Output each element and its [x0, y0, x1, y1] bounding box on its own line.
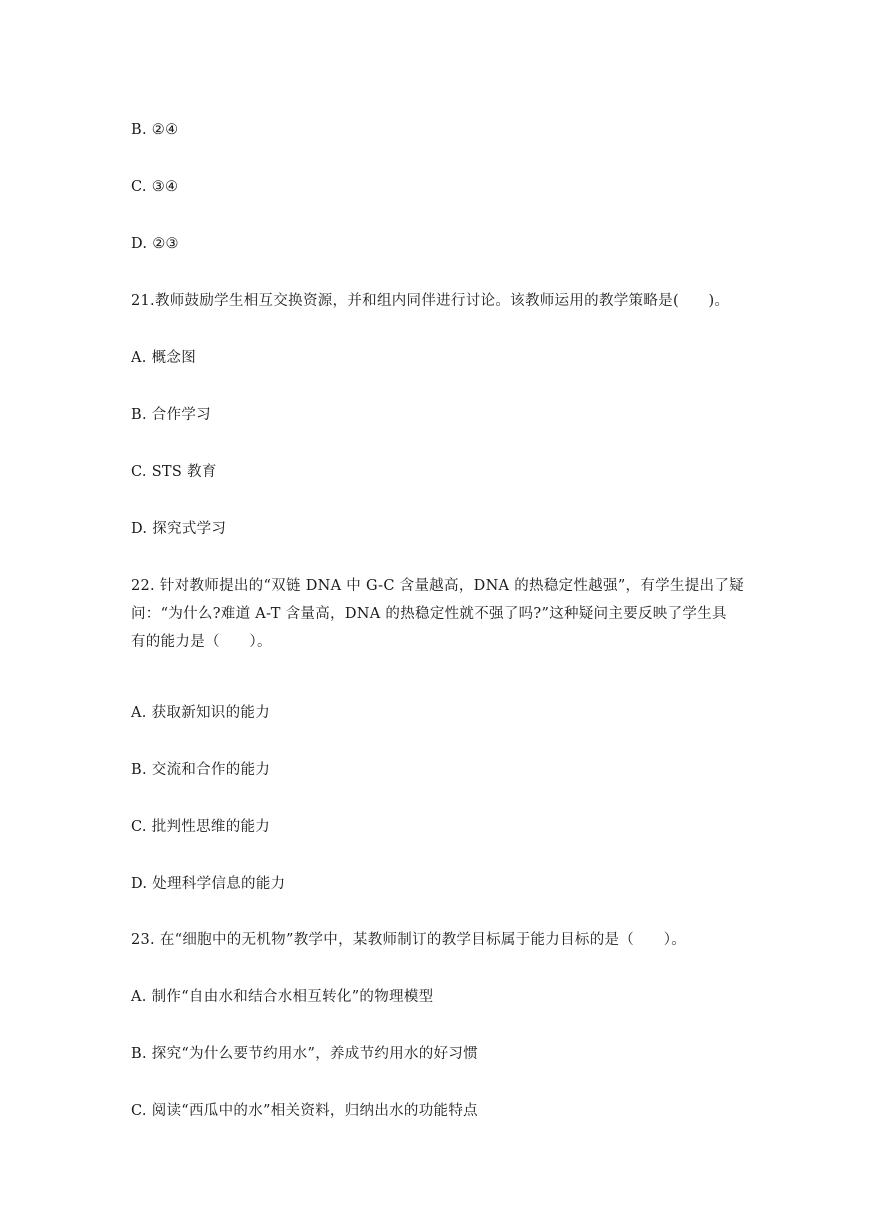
- q22-option-d: D. 处理科学信息的能力: [131, 876, 286, 892]
- q22-option-b: B. 交流和合作的能力: [131, 762, 271, 778]
- q22-stem-line-1: 22. 针对教师提出的“双链 DNA 中 G-C 含量越高，DNA 的热稳定性越强”，有学生提出了疑: [131, 578, 744, 594]
- q22-option-a: A. 获取新知识的能力: [131, 705, 270, 721]
- q23-stem: 23. 在“细胞中的无机物”教学中，某教师制订的教学目标属于能力目标的是（ ）。: [131, 932, 687, 948]
- q23-option-a: A. 制作“自由水和结合水相互转化”的物理模型: [131, 989, 434, 1005]
- q22-stem-line-2: 问：“为什么?难道 A-T 含量高，DNA 的热稳定性就不强了吗?”这种疑问主要反映了学生具: [131, 606, 727, 622]
- q21-stem: 21.教师鼓励学生相互交换资源，并和组内同伴进行讨论。该教师运用的教学策略是( )。: [131, 293, 730, 309]
- q22-stem: [131, 572, 751, 656]
- q21-option-c: C. STS 教育: [131, 464, 217, 480]
- q22-option-c: C. 批判性思维的能力: [131, 819, 271, 835]
- prev-option-d: D. ②③: [131, 236, 179, 252]
- prev-option-c: C. ③④: [131, 179, 179, 195]
- q22-stem-line-3: 有的能力是（ ）。: [131, 634, 272, 650]
- q21-option-a: A. 概念图: [131, 350, 196, 366]
- q21-option-b: B. 合作学习: [131, 407, 211, 423]
- q23-option-c: C. 阅读“西瓜中的水”相关资料，归纳出水的功能特点: [131, 1103, 478, 1119]
- prev-option-b: B. ②④: [131, 122, 179, 138]
- q21-option-d: D. 探究式学习: [131, 521, 227, 537]
- q23-option-b: B. 探究“为什么要节约用水”，养成节约用水的好习惯: [131, 1046, 478, 1062]
